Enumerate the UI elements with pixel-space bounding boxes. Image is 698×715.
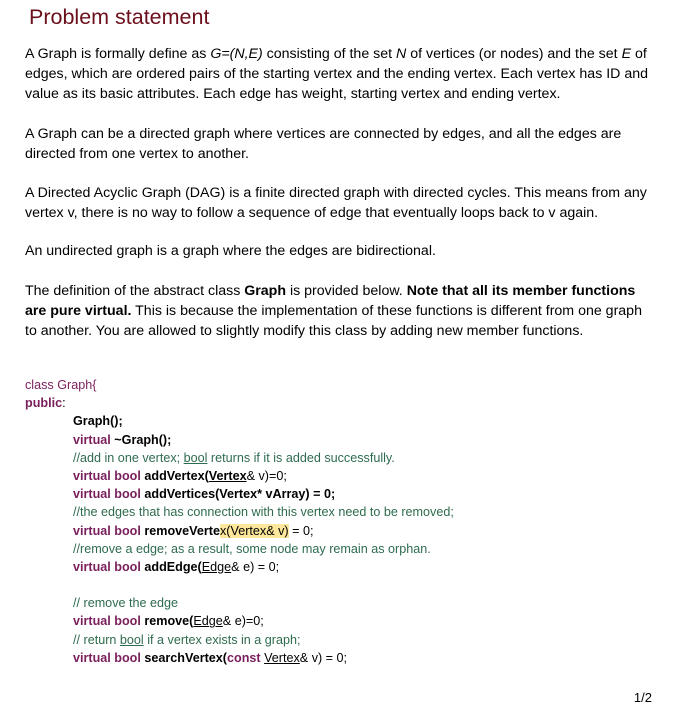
code-blank-line	[25, 576, 454, 594]
code-line: virtual bool remove(Edge& e)=0;	[73, 614, 264, 629]
paragraph-graph-definition: A Graph is formally define as G=(N,E) consisting of the set N of vertices (or nodes) and the set E of edges, which are ordered pairs of the starting vertex and the ending vertex. Each vertex has ID and value as its basic attributes. Each edge has weight, starting vertex and ending vertex.	[25, 46, 649, 102]
page-number: 1/2	[633, 690, 652, 705]
code-comment: //add in one vertex; bool returns if it is added successfully.	[73, 450, 395, 465]
code-comment: // return bool if a vertex exists in a graph;	[73, 632, 301, 647]
code-comment: // remove the edge	[73, 596, 179, 611]
code-line: virtual bool addVertex(Vertex& v)=0;	[73, 468, 287, 483]
code-line: virtual bool addEdge(Edge& e) = 0;	[73, 559, 280, 574]
code-line: Graph();	[73, 414, 123, 429]
code-line: virtual ~Graph();	[73, 432, 172, 447]
page-title: Problem statement	[29, 5, 210, 29]
paragraph-directed-graph: A Graph can be a directed graph where vertices are connected by edges, and all the edges are directed from one vertex to another.	[25, 126, 622, 162]
code-block	[25, 376, 454, 667]
code-comment: //the edges that has connection with this vertex need to be removed;	[73, 505, 454, 520]
paragraph-dag: A Directed Acyclic Graph (DAG) is a finite directed graph with directed cycles. This means from any vertex v, there is no way to follow a sequence of edge that eventually loops back to v again.	[25, 185, 647, 221]
code-line: virtual bool searchVertex(const Vertex& v) = 0;	[73, 650, 348, 665]
code-comment: //remove a edge; as a result, some node may remain as orphan.	[73, 541, 431, 556]
code-line: virtual bool addVertices(Vertex* vArray) = 0;	[73, 487, 336, 502]
paragraph-abstract-class: The definition of the abstract class Graph is provided below. Note that all its member functions are pure virtual. This is because the implementation of these functions is different from one graph to another. You are allowed to slightly modify this class by adding new member functions.	[25, 283, 642, 339]
code-line: class Graph{	[25, 378, 97, 392]
highlighted-text: x(Vertex& v)	[220, 523, 289, 538]
code-line: virtual bool removeVertex(Vertex& v) = 0;	[73, 523, 314, 538]
paragraph-undirected-graph: An undirected graph is a graph where the edges are bidirectional.	[25, 243, 436, 259]
code-line: public:	[25, 396, 66, 411]
